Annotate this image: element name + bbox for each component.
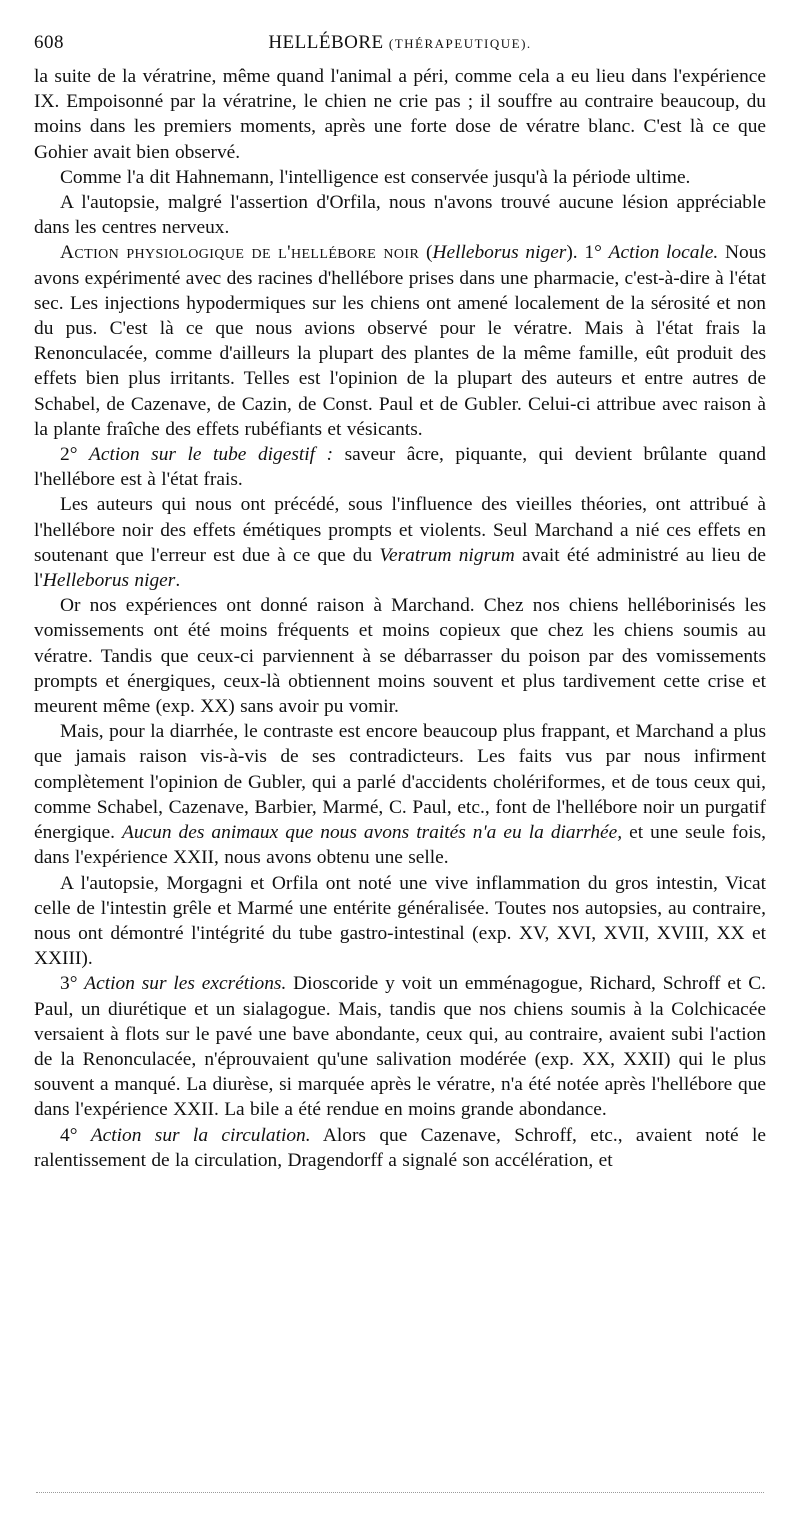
paragraph-11: 4° Action sur la circulation. Alors que Cazenave, Schroff, etc., avaient noté le ralentissement de la circulation, Dragendorff a signalé son accélération, et: [34, 1124, 766, 1171]
paragraph-7: Or nos expériences ont donné raison à Marchand. Chez nos chiens helléborinisés les vomissements ont été moins fréquents et moins copieux que chez les chiens soumis au vératre. Tandis que ceux-ci parviennent à se débarrasser du poison par des vomissements prompts et énergiques, ceux-là obtiennent moins souvent et plus tardivement cette crise et meurent même (exp. XX) sans avoir pu vomir.: [34, 595, 766, 718]
paragraph-8: Mais, pour la diarrhée, le contraste est encore beaucoup plus frappant, et Marchand a plus que jamais raison vis-à-vis de ses contradicteurs. Les faits vus par nous infirment complètement l'opinion de Gubler, qui a parlé d'accidents cholériformes, et de tous ceux qui, comme Schabel, Cazenave, Barbier, Marmé, C. Paul, etc., font de l'hellébore noir un purgatif énergique. Aucun des animaux que nous avons traités n'a eu la diarrhée, et une seule fois, dans l'expérience XXII, nous avons obtenu une selle.: [34, 721, 766, 869]
subsection-heading: Action sur le tube digestif :: [89, 444, 334, 466]
running-head-subtitle: (THÉRAPEUTIQUE).: [388, 36, 532, 51]
subsection-heading: Action sur les excrétions.: [84, 973, 287, 995]
latin-name: Helleborus niger: [432, 242, 567, 264]
subsection-heading: Action sur la circulation.: [90, 1124, 311, 1146]
running-head: [34, 32, 766, 54]
page-number: 608: [34, 32, 64, 53]
latin-name: Helleborus niger: [42, 570, 176, 592]
paragraph-5: 2° Action sur le tube digestif : saveur âcre, piquante, qui devient brûlante quand l'hellébore est à l'état frais.: [34, 444, 766, 491]
footer-dotted-rule: [36, 1492, 764, 1493]
subsection-heading: Action locale.: [608, 242, 719, 264]
paragraph-1: la suite de la vératrine, même quand l'animal a péri, comme cela a eu lieu dans l'expérience IX. Empoisonné par la vératrine, le chien ne crie pas ; il souffre au contraire beaucoup, du moins dans les premiers moments, après une forte dose de vératre blanc. C'est là ce que Gohier avait bien observé.: [34, 66, 766, 163]
running-head-title: HELLÉBORE: [268, 32, 384, 53]
body-text: [34, 64, 766, 1173]
latin-name: Veratrum nigrum: [379, 544, 515, 566]
paragraph-2: Comme l'a dit Hahnemann, l'intelligence est conservée jusqu'à la période ultime.: [60, 166, 691, 188]
emphasis: Aucun des animaux que nous avons traités n'a eu la diarrhée,: [121, 822, 623, 844]
paragraph-9: A l'autopsie, Morgagni et Orfila ont noté une vive inflammation du gros intestin, Vicat celle de l'intestin grêle et Marmé une entérite généralisée. Toutes nos autopsies, au contraire, nous ont démontré l'intégrité du tube gastro-intestinal (exp. XV, XVI, XVII, XVIII, XX et XXIII).: [34, 872, 766, 970]
page-header: [34, 32, 766, 62]
paragraph-4: Action physiologique de l'hellébore noir (Helleborus niger). 1° Action locale. Nous avons expérimenté avec des racines d'hellébore prises dans une pharmacie, c'est-à-dire à l'état sec. Les injections hypodermiques sur les chiens ont amené localement de la sérosité et non du pus. C'est là ce que nous avions observé pour le vératre. Mais à l'état frais la Renonculacée, comme d'ailleurs la plupart des plantes de la même famille, eût produit des effets bien plus irritants. Telles est l'opinion de la plupart des auteurs et entre autres de Schabel, de Cazenave, de Cazin, de Const. Paul et de Gubler. Celui-ci attribue avec raison à la plante fraîche des effets rubéfiants et vésicants.: [34, 242, 766, 440]
paragraph-10: 3° Action sur les excrétions. Dioscoride y voit un emménagogue, Richard, Schroff et C. Paul, un diurétique et un sialagogue. Mais, tandis que nos chiens soumis à la Colchicacée versaient à flots sur le pavé une bave abondante, ceux qui, au contraire, avaient subi l'action de la Renonculacée, n'éprouvaient qu'une salivation modérée (exp. XX, XXII) qui le plus souvent a manqué. La diurèse, si marquée après le vératre, n'a été notée après l'hellébore que dans l'expérience XXII. La bile a été rendue en moins grande abondance.: [34, 973, 766, 1121]
paragraph-6: Les auteurs qui nous ont précédé, sous l'influence des vieilles théories, ont attribué à l'hellébore noir des effets émétiques prompts et violents. Seul Marchand a nié ces effets en soutenant que l'erreur est due à ce que du Veratrum nigrum avait été administré au lieu de l'Helleborus niger.: [34, 494, 766, 592]
section-label: Action physiologique de l'hellébore noir: [60, 242, 420, 264]
paragraph-3: A l'autopsie, malgré l'assertion d'Orfila, nous n'avons trouvé aucune lésion appréciable dans les centres nerveux.: [34, 192, 766, 239]
